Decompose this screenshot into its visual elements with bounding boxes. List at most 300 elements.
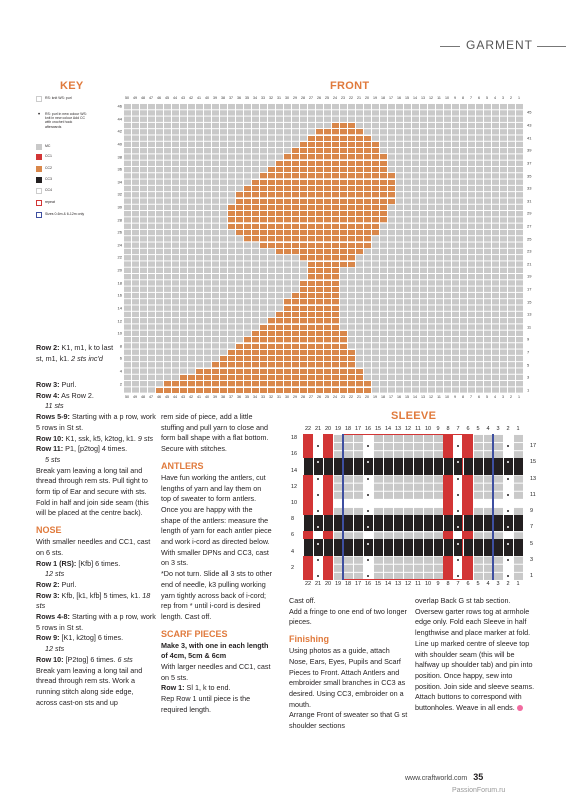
- front-column-number: 43: [181, 395, 185, 399]
- front-shape-row: [235, 198, 395, 204]
- front-chart-grid: [123, 103, 523, 393]
- front-column-number: 35: [245, 395, 249, 399]
- front-column-number: 4: [494, 395, 496, 399]
- key-swatch: [36, 96, 42, 102]
- front-column-number: 18: [381, 96, 385, 100]
- front-column-number: 27: [309, 395, 313, 399]
- front-column-number: 40: [205, 96, 209, 100]
- sleeve-purl-dot: [317, 543, 319, 545]
- antlers-icord: *Do not turn. Slide all 3 sts to other end of needle, k3 pulling working yarn tightly across back of i-cord; rep from * until i-cord is desired length. Cast off.: [161, 569, 273, 621]
- front-column-number: 33: [261, 96, 265, 100]
- front-row-number: 13: [527, 311, 532, 317]
- front-shape-row: [283, 298, 339, 304]
- front-shape-row: [235, 191, 395, 197]
- text-column-1b: [36, 380, 156, 708]
- front-column-number: 41: [197, 96, 201, 100]
- front-column-numbers-bottom: [123, 395, 523, 400]
- sleeve-column-number: 13: [394, 581, 402, 587]
- front-column-number: 49: [133, 395, 137, 399]
- front-row-number: 39: [527, 147, 532, 153]
- sleeve-column-number: 8: [446, 581, 450, 587]
- sleeve-column-number: 20: [324, 426, 332, 432]
- section-header: [440, 38, 566, 54]
- front-row-number: 41: [527, 135, 532, 141]
- sleeve-column-number: 17: [354, 426, 362, 432]
- nose-row-3: Row 3: Kfb, [k1, kfb] 5 times, k1. 18 sts: [36, 590, 151, 611]
- front-column-number: 5: [486, 96, 488, 100]
- front-row-number: 22: [117, 254, 122, 260]
- sleeve-purl-dot: [507, 543, 509, 545]
- front-column-number: 22: [349, 395, 353, 399]
- antlers-heading: ANTLERS: [161, 460, 204, 471]
- nose-row-9-note: 12 sts: [45, 644, 65, 654]
- front-shape-row: [299, 141, 379, 147]
- front-title: FRONT: [330, 80, 370, 92]
- page-footer: [405, 772, 483, 782]
- sleeve-row-number: 3: [530, 556, 534, 563]
- finishing-continued: overlap Back G st tab section. Oversew garter rows tog at armhole edge only. Fold each Sleeve in half lengthwise and place marker at fold. Line up marked centre of sleeve top with shoulder seam (this will be halfway up shoulder tab) and pin into position. Once happy, sew into position. Join side and sleeve seams. Attach buttons to correspond with buttonholes. Weave in all ends.: [415, 596, 535, 713]
- front-column-number: 1: [518, 96, 520, 100]
- sleeve-row-number: 8: [291, 516, 295, 523]
- sleeve-column-number: 5: [476, 426, 480, 432]
- sleeve-column-number: 16: [364, 426, 372, 432]
- front-column-number: 32: [269, 395, 273, 399]
- front-row-number: 12: [117, 318, 122, 323]
- front-column-number: 13: [421, 96, 425, 100]
- nose-finish-continued: rem side of piece, add a little stuffing and pull yarn to close and form ball shape with a flat bottom. Secure with stitches.: [161, 412, 269, 454]
- front-row-number: 3: [527, 374, 530, 380]
- front-column-number: 50: [125, 96, 129, 100]
- front-column-number: 13: [421, 395, 425, 399]
- header-rule-left: [440, 46, 460, 47]
- sleeve-purl-dot: [317, 478, 319, 480]
- sleeve-row-number: 6: [291, 532, 295, 539]
- key-title: KEY: [60, 80, 84, 92]
- key-label: RS: knit WS: purl: [45, 96, 72, 100]
- sleeve-column-number: 18: [344, 581, 352, 587]
- key-swatch: [36, 200, 42, 206]
- sleeve-column-number: 16: [364, 581, 372, 587]
- sleeve-purl-dot: [317, 559, 319, 561]
- front-column-number: 20: [365, 96, 369, 100]
- front-row-number: 34: [117, 179, 122, 185]
- front-row-number: 46: [117, 103, 122, 109]
- front-column-number: 19: [373, 96, 377, 100]
- front-row-number: 11: [527, 324, 532, 330]
- sleeve-column-number: 14: [384, 426, 392, 432]
- front-column-number: 12: [429, 96, 433, 100]
- scarf-cast-on: With larger needles and CC1, cast on 5 sts.: [161, 662, 271, 682]
- front-row-number: 6: [119, 355, 122, 361]
- nose-heading: NOSE: [36, 525, 62, 536]
- front-column-number: 16: [397, 96, 401, 100]
- instruction-row-3: Row 3: Purl.: [36, 380, 77, 389]
- sleeve-column-number: 8: [446, 426, 450, 432]
- key-label: CC3: [45, 177, 53, 181]
- nose-row-1: Row 1 (RS): [Kfb] 6 times.: [36, 558, 121, 568]
- front-row-number: 37: [527, 160, 532, 166]
- antlers-cast-on: With smaller DPNs and CC3, cast on 3 sts.: [161, 547, 269, 568]
- scarf-repeat: Rep Row 1 until piece is the required length.: [161, 694, 251, 714]
- front-column-number: 18: [381, 395, 385, 399]
- key-swatch: [36, 144, 42, 150]
- finishing-arrange: Arrange Front of sweater so that G st shoulder sections: [289, 710, 408, 731]
- key-item: [36, 166, 89, 172]
- front-column-number: 45: [165, 395, 169, 399]
- sleeve-column-number: 21: [314, 426, 322, 432]
- key-label: CC1: [45, 154, 53, 158]
- front-column-number: 33: [261, 395, 265, 399]
- front-row-number: 45: [527, 109, 532, 115]
- front-row-numbers-right: [526, 103, 536, 393]
- front-column-number: 40: [205, 395, 209, 399]
- sleeve-column-numbers-bottom: [303, 581, 523, 588]
- front-shape-row: [267, 317, 339, 323]
- key-swatch: [36, 212, 42, 218]
- front-row-number: 15: [527, 299, 532, 305]
- front-column-number: 39: [213, 96, 217, 100]
- header-rule-right: [537, 46, 566, 47]
- front-column-number: 14: [413, 96, 417, 100]
- instruction-rows-5-9: Rows 5-9: Starting with a p row, work 5 rows in St st.: [36, 412, 156, 432]
- sleeve-row-number: 4: [291, 548, 295, 555]
- front-row-number: 44: [117, 116, 122, 122]
- sleeve-purl-dot: [317, 575, 319, 577]
- key-item: [36, 188, 89, 194]
- sleeve-column-number: 5: [476, 581, 480, 587]
- sleeve-column-number: 21: [314, 581, 322, 587]
- sleeve-chart-grid: [303, 434, 523, 580]
- sleeve-row-number: 1: [530, 572, 534, 579]
- sleeve-column-number: 9: [436, 426, 440, 432]
- front-shape-row: [211, 361, 355, 367]
- sleeve-size-line: [342, 434, 344, 580]
- front-row-number: 26: [117, 229, 122, 235]
- sleeve-column-number: 14: [384, 581, 392, 587]
- key-item: [36, 144, 89, 150]
- sleeve-column-numbers-top: [303, 426, 523, 433]
- antlers-intro: Have fun working the antlers, cut lengths of yarn and lay them on top of sweater to form antlers. Once you are happy with the shape of the antlers: measure the length of yarn for each antler piece and work i-cord as directed below.: [161, 472, 272, 547]
- front-shape-row: [179, 374, 363, 380]
- front-column-number: 26: [317, 96, 321, 100]
- front-row-number: 17: [527, 286, 532, 292]
- front-column-number: 2: [510, 96, 512, 100]
- front-shape-row: [275, 311, 339, 317]
- key-label: CC4: [45, 188, 53, 192]
- front-column-number: 3: [502, 96, 504, 100]
- front-column-number: 29: [293, 96, 297, 100]
- text-column-3: [289, 596, 409, 732]
- sleeve-row-number: 5: [530, 540, 534, 547]
- key-swatch: •: [37, 112, 41, 118]
- instruction-row-10: Row 10: K1, ssk, k5, k2tog, k1. 9 sts: [36, 433, 154, 443]
- front-row-number: 23: [527, 248, 532, 254]
- front-column-number: 41: [197, 395, 201, 399]
- front-row-number: 31: [527, 198, 532, 204]
- front-shape-row: [307, 135, 371, 141]
- front-shape-row: [227, 223, 379, 229]
- sleeve-column-number: 11: [415, 426, 421, 432]
- front-shape-row: [243, 336, 347, 342]
- sleeve-row-number: 11: [530, 491, 536, 498]
- front-column-number: 24: [333, 96, 337, 100]
- front-column-number: 24: [333, 395, 337, 399]
- page-number: 35: [473, 772, 484, 782]
- front-row-number: 38: [117, 154, 122, 160]
- sleeve-column-number: 12: [404, 581, 412, 587]
- front-shape-row: [227, 349, 355, 355]
- front-shape-row: [259, 172, 395, 178]
- front-shape-row: [235, 229, 379, 235]
- front-column-number: 37: [229, 395, 233, 399]
- front-shape-row: [243, 235, 371, 241]
- sleeve-column-number: 22: [304, 426, 312, 432]
- sleeve-purl-dot: [507, 559, 509, 561]
- sleeve-column-number: 9: [436, 581, 440, 587]
- front-column-number: 16: [397, 395, 401, 399]
- front-column-number: 30: [285, 96, 289, 100]
- front-column-number: 44: [173, 96, 177, 100]
- instruction-row-11: Row 11: P1, [p2tog] 4 times.: [36, 444, 128, 454]
- nose-rows-4-8: Rows 4-8: Starting with a p row, work 5 rows in St st.: [36, 612, 156, 632]
- sleeve-column-number: 12: [404, 426, 412, 432]
- sleeve-column-number: 7: [456, 581, 460, 587]
- front-shape-row: [331, 122, 355, 128]
- sleeve-cc1-column: [463, 434, 473, 580]
- front-column-number: 21: [357, 96, 361, 100]
- front-column-number: 6: [478, 395, 480, 399]
- front-row-number: 36: [117, 166, 122, 172]
- front-shape-row: [307, 261, 355, 267]
- front-row-number: 21: [527, 261, 532, 267]
- front-column-number: 10: [445, 395, 449, 399]
- front-shape-row: [251, 330, 347, 336]
- front-column-number: 43: [181, 96, 185, 100]
- sleeve-row-number: 2: [291, 564, 295, 571]
- front-column-number: 11: [437, 395, 441, 399]
- sleeve-column-number: 3: [496, 426, 500, 432]
- footer-site: www.craftworld.com: [405, 775, 468, 782]
- front-column-number: 21: [357, 395, 361, 399]
- sleeve-column-number: 11: [415, 581, 421, 587]
- end-marker-icon: [517, 705, 523, 711]
- front-shape-row: [307, 273, 339, 279]
- front-row-number: 9: [527, 336, 530, 342]
- front-row-number: 1: [527, 387, 530, 393]
- front-column-number: 11: [437, 96, 441, 100]
- sleeve-row-number: 9: [530, 508, 534, 515]
- key-label: RS: purl in new colour WS: knit in new colour Add CC with crochet hook afterwards: [45, 112, 87, 129]
- key-item: [36, 177, 89, 183]
- key-swatch: [36, 166, 42, 172]
- front-column-number: 17: [389, 395, 393, 399]
- front-row-number: 4: [119, 368, 122, 374]
- front-column-number: 28: [301, 395, 305, 399]
- sleeve-row-number: 14: [291, 467, 298, 474]
- key-item: [36, 96, 89, 102]
- section-title: GARMENT: [466, 38, 533, 52]
- text-column-4: [415, 596, 540, 714]
- front-shape-row: [227, 216, 387, 222]
- front-shape-row: [275, 248, 363, 254]
- finishing-heading: Finishing: [289, 634, 329, 645]
- sleeve-column-number: 1: [516, 426, 520, 432]
- front-column-number: 2: [510, 395, 512, 399]
- front-shape-row: [283, 305, 339, 311]
- front-shape-row: [291, 147, 379, 153]
- front-column-number: 17: [389, 96, 393, 100]
- front-column-number: 37: [229, 96, 233, 100]
- front-column-number: 7: [470, 395, 472, 399]
- front-column-number: 50: [125, 395, 129, 399]
- front-row-number: 19: [527, 273, 532, 279]
- front-column-number: 29: [293, 395, 297, 399]
- front-column-number: 48: [141, 96, 145, 100]
- sleeve-row-number: 7: [530, 524, 534, 531]
- sleeve-column-number: 15: [374, 581, 382, 587]
- front-column-number: 27: [309, 96, 313, 100]
- sleeve-column-number: 19: [334, 426, 342, 432]
- sleeve-column-number: 19: [334, 581, 342, 587]
- sleeve-cc1-column: [303, 434, 313, 580]
- front-column-number: 8: [462, 395, 464, 399]
- scarf-row-1: Row 1: Sl 1, k to end.: [161, 683, 231, 693]
- front-column-number: 5: [486, 395, 488, 399]
- front-shape-row: [227, 210, 387, 216]
- key-item: [36, 200, 89, 206]
- instruction-row-4: Row 4: As Row 2.: [36, 390, 94, 400]
- front-column-number: 19: [373, 395, 377, 399]
- sleeve-column-number: 18: [344, 426, 352, 432]
- front-row-number: 25: [527, 236, 532, 242]
- front-column-number: 36: [237, 96, 241, 100]
- front-column-number: 20: [365, 395, 369, 399]
- front-shape-row: [299, 254, 355, 260]
- front-row-number: 5: [527, 362, 530, 368]
- sleeve-row-number: 18: [291, 435, 298, 442]
- front-shape-row: [275, 160, 387, 166]
- sleeve-column-number: 3: [496, 581, 500, 587]
- front-column-number: 31: [277, 96, 281, 100]
- front-row-number: 18: [117, 280, 122, 286]
- sleeve-purl-dot: [507, 494, 509, 496]
- sleeve-row-numbers-right: [530, 434, 542, 580]
- front-row-number: 43: [527, 122, 532, 128]
- front-column-number: 8: [462, 96, 464, 100]
- front-column-number: 10: [445, 96, 449, 100]
- front-column-number: 45: [165, 96, 169, 100]
- key-swatch: [36, 188, 42, 194]
- front-shape-row: [195, 368, 363, 374]
- text-column-2: [161, 412, 273, 716]
- sleeve-purl-dot: [317, 494, 319, 496]
- front-row-number: 29: [527, 210, 532, 216]
- front-column-number: 48: [141, 395, 145, 399]
- nose-row-10: Row 10: [P2tog] 6 times. 6 sts: [36, 654, 133, 664]
- front-column-number: 30: [285, 395, 289, 399]
- front-row-number: 33: [527, 185, 532, 191]
- front-column-number: 25: [325, 395, 329, 399]
- key-label: CC2: [45, 166, 53, 170]
- sleeve-column-number: 2: [506, 581, 510, 587]
- front-column-number: 32: [269, 96, 273, 100]
- sleeve-size-line: [492, 434, 494, 580]
- front-column-number: 9: [454, 96, 456, 100]
- front-column-number: 38: [221, 96, 225, 100]
- front-column-number: 42: [189, 96, 193, 100]
- key-item: [36, 112, 89, 129]
- sleeve-row-number: 12: [291, 483, 298, 490]
- front-column-number: 9: [454, 395, 456, 399]
- sleeve-column-number: 15: [374, 426, 382, 432]
- key-swatch: [36, 177, 42, 183]
- front-column-number: 23: [341, 96, 345, 100]
- front-row-number: 27: [527, 223, 532, 229]
- front-shape-row: [259, 324, 339, 330]
- sleeve-row-number: 17: [530, 443, 537, 450]
- front-shape-row: [291, 292, 339, 298]
- instruction-row-2: Row 2: K1, m1, k to last st, m1, k1. 2 sts inc'd: [36, 343, 114, 363]
- front-column-number: 34: [253, 96, 257, 100]
- front-row-number: 7: [527, 349, 530, 355]
- front-column-number: 49: [133, 96, 137, 100]
- sleeve-column-number: 17: [354, 581, 362, 587]
- scarf-cast-off: Cast off.: [289, 596, 316, 605]
- front-shape-row: [299, 280, 339, 286]
- sleeve-cc1-column: [323, 434, 333, 580]
- front-column-number: 4: [494, 96, 496, 100]
- front-column-number: 46: [157, 96, 161, 100]
- front-column-number: 26: [317, 395, 321, 399]
- ear-finish-paragraph: Break yarn leaving a long tail and thread through rem sts. Pull tight to form tip of Ear and secure with sts. Fold in half and join side seam (this will be placed at the centre back).: [36, 465, 149, 518]
- scarf-make-note: Make 3, with one in each length of 4cm, 5cm & 6cm: [161, 640, 269, 661]
- front-row-number: 32: [117, 191, 122, 197]
- front-row-number: 24: [117, 242, 122, 248]
- instruction-row-4-note: 11 sts: [45, 401, 64, 411]
- watermark: PassionForum.ru: [452, 787, 506, 794]
- front-column-number: 47: [149, 395, 153, 399]
- sleeve-row-number: 16: [291, 451, 298, 458]
- front-column-number: 12: [429, 395, 433, 399]
- front-shape-row: [267, 166, 387, 172]
- front-column-number: 14: [413, 395, 417, 399]
- fringe-note: Add a fringe to one end of two longer pieces.: [289, 606, 407, 627]
- front-column-number: 42: [189, 395, 193, 399]
- key-label: Sizes 0-6m & 6-12m only: [45, 212, 85, 216]
- sleeve-row-number: 13: [530, 475, 537, 482]
- front-row-number: 8: [119, 343, 122, 349]
- front-column-number: 39: [213, 395, 217, 399]
- nose-row-1-note: 12 sts: [45, 569, 65, 579]
- front-column-number: 25: [325, 96, 329, 100]
- front-row-number: 10: [117, 330, 122, 336]
- sleeve-column-number: 7: [456, 426, 460, 432]
- front-shape-row: [283, 153, 387, 159]
- front-column-number: 44: [173, 395, 177, 399]
- sleeve-row-number: 15: [530, 459, 537, 466]
- sleeve-purl-dot: [507, 478, 509, 480]
- scarf-pieces-heading: SCARF PIECES: [161, 628, 228, 639]
- nose-cast-on: With smaller needles and CC1, cast on 6 sts.: [36, 537, 151, 557]
- front-shape-row: [259, 242, 371, 248]
- front-column-number: 38: [221, 395, 225, 399]
- front-column-number: 35: [245, 96, 249, 100]
- front-row-number: 40: [117, 141, 122, 147]
- text-column-1: [36, 343, 121, 364]
- front-shape-row: [155, 387, 371, 393]
- key-item: [36, 212, 89, 218]
- front-row-number: 20: [117, 267, 122, 273]
